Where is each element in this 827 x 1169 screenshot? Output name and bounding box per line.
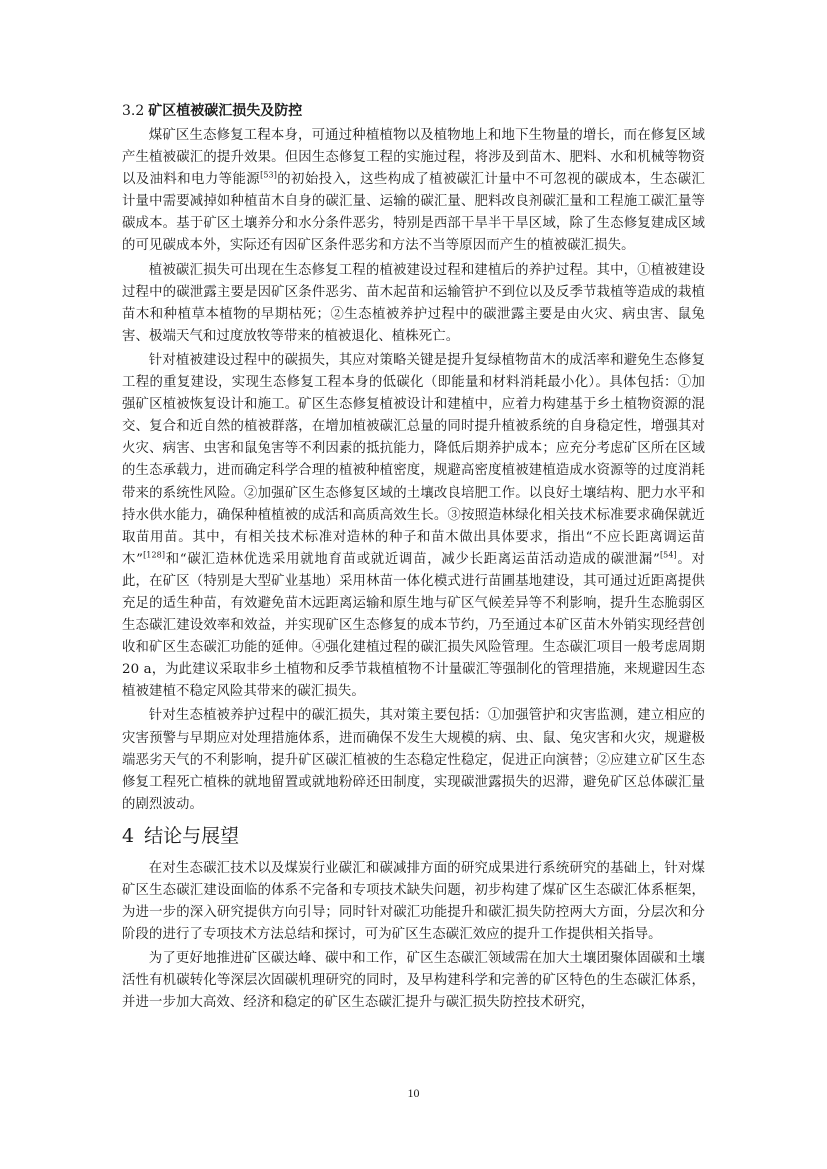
citation-ref: [53] <box>260 170 277 180</box>
citation-ref: [54] <box>659 550 677 560</box>
section-3-2-paragraph-2: 植被碳汇损失可出现在生态修复工程的植被建设过程和建植后的养护过程。其中，①植被建设过程中的碳泄露主要是因矿区条件恶劣、苗木起苗和运输管护不到位以及反季节栽植等造成的栽植苗木和种植草本植物的早期枯死；②生态植被养护过程中的碳泄露主要是由火灾、病虫害、鼠兔害、极端天气和过度放牧等带来的植被退化、植株死亡。 <box>122 262 705 344</box>
paragraph-text: 。对此，在矿区（特别是大型矿业基地）采用林苗一体化模式进行苗圃基地建设，其可通过近距离提供充足的适生种苗，有效避免苗木远距离运输和原生地与矿区气候差异等不利影响，提升生态脆弱区生态碳汇建设效率和效益，并实现矿区生态修复的成本节约，乃至通过本矿区苗木外销实现经营创收和矿区生态碳汇功能的延伸。④强化建植过程的碳汇损失风险管理。生态碳汇项目一般考虑周期 20 a，为此建议采取非乡土植物和反季节栽植植物不计量碳汇等强制化的管理措施，来规避因生态植被建植不稳定风险其带来的碳汇损失。 <box>122 551 706 700</box>
section-4-title: 结论与展望 <box>144 824 240 847</box>
paragraph-text: 针对植被建设过程中的碳损失，其应对策略关键是提升复绿植物苗木的成活率和避免生态修复工程的重复建设，实现生态修复工程本身的低碳化（即能量和材料消耗最小化）。具体包括：①加强矿区植被恢复设计和施工。矿区生态修复植被设计和建植中，应着力构建基于乡土植物资源的混交、复合和近自然的植被群落，在增加植被碳汇总量的同时提升植被系统的自身稳定性，增强其对火灾、病害、虫害和鼠兔害等不利因素的抵抗能力，降低后期养护成本；应充分考虑矿区所在区域的生态承载力，进而确定科学合理的植被种植密度，规避高密度植被建植造成水资源等的过度消耗带来的系统性风险。②加强矿区生态修复区域的土壤改良培肥工作。以良好土壤结构、肥力水平和持水供水能力，确保种植植被的成活和高质高效生长。③按照造林绿化相关技术标准要求确保就近取苗用苗。其中，有相关技术标准对造林的种子和苗木做出具体要求，指出“不应长距离调运苗木” <box>122 352 705 567</box>
section-4-paragraph-2: 为了更好地推进矿区碳达峰、碳中和工作，矿区生态碳汇领域需在加大土壤团聚体固碳和土壤活性有机碳转化等深层次固碳机理研究的同时，及早构建科学和完善的矿区特色的生态碳汇体系，并进一步加大高效、经济和稳定的矿区生态碳汇提升与碳汇损失防控技术研究， <box>122 951 705 1011</box>
citation-ref: [128] <box>143 550 166 560</box>
paragraph-text: 煤矿区生态修复工程本身，可通过种植植物以及植物地上和地下生物量的增长，而在修复区域产生植被碳汇的提升效果。但因生态修复工程的实施过程，将涉及到苗木、肥料、水和机械等物资以及油料和电力等能源 <box>122 128 705 188</box>
section-4-heading <box>122 822 705 850</box>
paragraph-text: 和“碳汇造林优选采用就地育苗或就近调苗，减少长距离运苗活动造成的碳泄漏” <box>165 551 660 567</box>
section-4-number: 4 <box>122 824 135 847</box>
page-content <box>122 100 705 1017</box>
section-3-2-paragraph-3 <box>122 350 705 704</box>
paragraph-text: 的初始投入，这些构成了植被碳汇计量中不可忽视的碳成本，生态碳汇计量中需要减掉如种植苗木自身的碳汇量、运输的碳汇量、肥料改良剂碳汇量和工程施工碳汇量等碳成本。基于矿区土壤养分和水分条件恶劣，特别是西部干旱半干旱区域，除了生态修复建成区域的可见碳成本外，实际还有因矿区条件恶劣和方法不当等原因而产生的植被碳汇损失。 <box>122 172 705 254</box>
section-3-2-paragraph-4: 针对生态植被养护过程中的碳汇损失，其对策主要包括：①加强管护和灾害监测，建立相应的灾害预警与早期应对处理措施体系，进而确保不发生大规模的病、虫、鼠、兔灾害和火灾，规避极端恶劣天气的不利影响，提升矿区碳汇植被的生态稳定性稳定，促进正向演替；②应建立矿区生态修复工程死亡植株的就地留置或就地粉碎还田制度，实现碳泄露损失的迟滞，避免矿区总体碳汇量的剧烈波动。 <box>122 708 705 812</box>
section-3-2-paragraph-1 <box>122 125 705 258</box>
section-4-paragraph-1: 在对生态碳汇技术以及煤炭行业碳汇和碳减排方面的研究成果进行系统研究的基础上，针对煤矿区生态碳汇建设面临的体系不完备和专项技术缺失问题，初步构建了煤矿区生态碳汇体系框架，为进一步的深入研究提供方向引导；同时针对碳汇功能提升和碳汇损失防控两大方面，分层次和分阶段的进行了专项技术方法总结和探讨，可为矿区生态碳汇效应的提升工作提供相关指导。 <box>122 860 705 943</box>
section-3-2-heading <box>122 100 705 122</box>
page-number: 10 <box>407 1086 420 1100</box>
section-3-2-number: 3.2 <box>122 103 145 119</box>
section-3-2-title: 矿区植被碳汇损失及防控 <box>148 103 303 119</box>
